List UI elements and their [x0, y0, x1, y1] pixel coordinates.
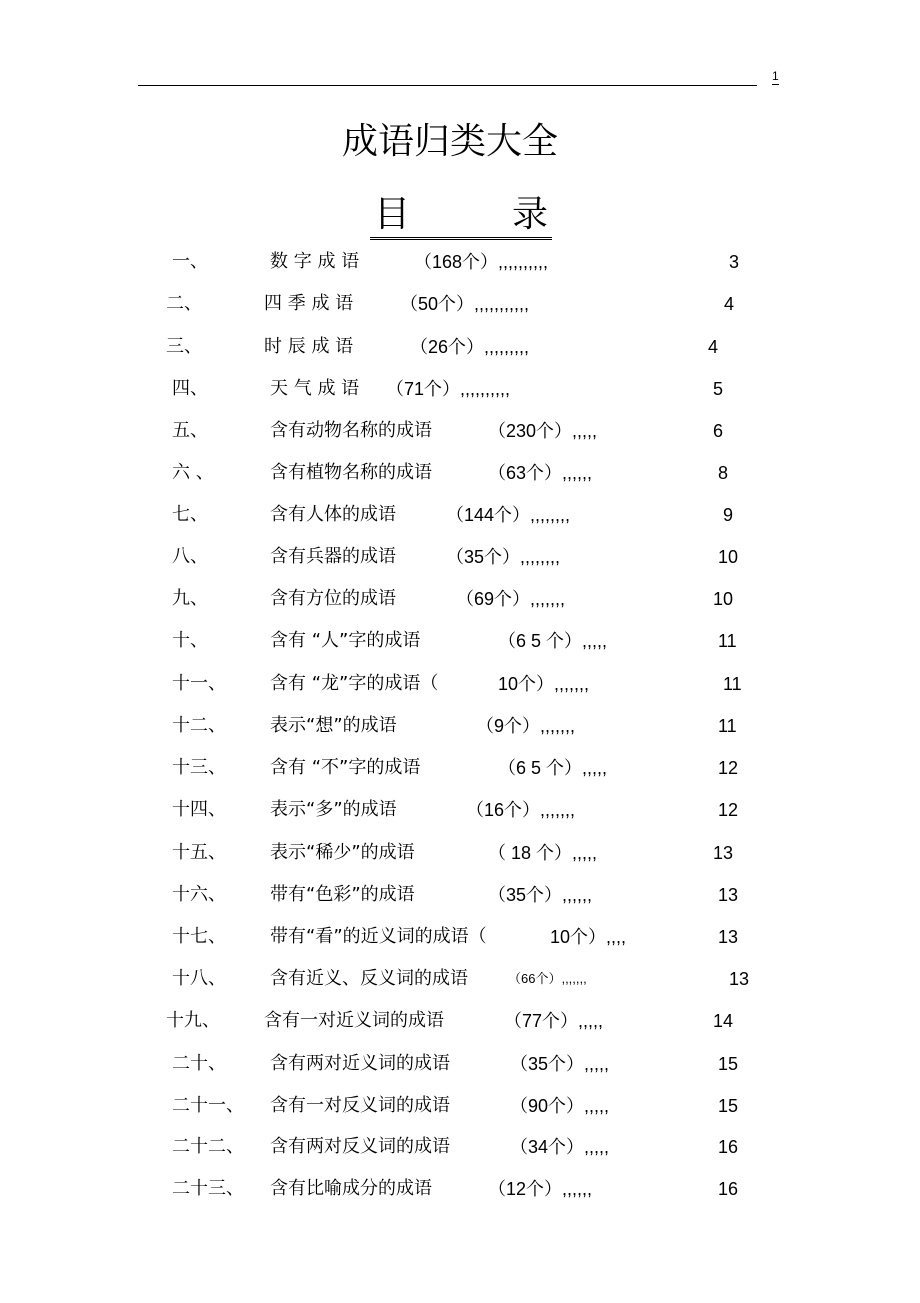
toc-entry-page: 13: [718, 927, 739, 947]
toc-entry[interactable]: [0, 753, 920, 783]
toc-entry-title: 含有两对反义词的成语: [270, 1136, 450, 1157]
toc-entry-count: （9个）,,,,,,,: [476, 716, 576, 736]
toc-entry-page: 6: [713, 421, 724, 441]
toc-entry-count: （6 5 个）,,,,,: [498, 758, 608, 778]
toc-entry-number: 二、: [166, 293, 202, 314]
toc-entry-count: （90个）,,,,,: [510, 1096, 610, 1116]
toc-entry-count: （230个）,,,,,: [488, 421, 598, 441]
header-rule: [138, 85, 757, 86]
page-number: 1: [772, 69, 779, 83]
toc-entry-page: 15: [718, 1054, 739, 1074]
toc-entry-count: （12个）,,,,,,: [488, 1179, 593, 1199]
toc-entry-page: 11: [723, 674, 742, 694]
toc-entry-page: 3: [729, 252, 740, 272]
toc-entry[interactable]: [0, 795, 920, 825]
toc-entry-number: 二十二、: [172, 1136, 244, 1157]
toc-entry-title: 含有 “龙”字的成语（: [270, 673, 439, 694]
toc-entry-page: 9: [723, 505, 734, 525]
toc-entry-title: 表示“想”的成语: [270, 715, 397, 736]
toc-entry-count: （144个）,,,,,,,,: [446, 505, 571, 525]
toc-entry-count: （66个）,,,,,,,: [508, 971, 587, 986]
toc-entry[interactable]: [0, 374, 920, 404]
toc-entry-title: 含有比喻成分的成语: [270, 1178, 432, 1199]
toc-entry-count: （35个）,,,,,,,,: [446, 547, 561, 567]
toc-entry-count: （50个）,,,,,,,,,,,: [400, 294, 530, 314]
toc-heading-char-1: 目: [374, 194, 411, 235]
toc-entry-title: 含有方位的成语: [270, 588, 396, 609]
toc-entry-count: （16个）,,,,,,,: [466, 800, 576, 820]
toc-entry-page: 11: [718, 631, 737, 651]
document-title: 成语归类大全: [341, 121, 558, 162]
toc-entry-number: 十六、: [172, 884, 226, 905]
toc-entry-number: 十五、: [172, 842, 226, 863]
toc-entry[interactable]: [0, 1049, 920, 1079]
toc-entry-page: 12: [718, 758, 739, 778]
toc-entry-number: 六 、: [172, 462, 214, 483]
toc-entry-count: （63个）,,,,,,: [488, 463, 593, 483]
toc-entry-number: 十一、: [172, 673, 226, 694]
toc-entry-number: 四、: [172, 378, 208, 399]
toc-entry[interactable]: [0, 669, 920, 699]
toc-entry[interactable]: [0, 1132, 920, 1162]
toc-entry[interactable]: [0, 626, 920, 656]
toc-entry-number: 五、: [172, 420, 208, 441]
toc-entry-title: 含有 “人”字的成语: [270, 630, 421, 651]
toc-entry-page: 10: [713, 589, 734, 609]
toc-entry-count: （77个）,,,,,: [504, 1011, 604, 1031]
toc-entry[interactable]: [0, 711, 920, 741]
toc-entry-page: 8: [718, 463, 729, 483]
toc-entry-count: （71个）,,,,,,,,,,: [386, 379, 511, 399]
toc-entry-title: 四 季 成 语: [264, 293, 354, 314]
toc-entry-title: 含有人体的成语: [270, 504, 396, 525]
toc-entry-title: 表示“多”的成语: [270, 799, 397, 820]
toc-entry-page: 12: [718, 800, 739, 820]
toc-entry[interactable]: [0, 332, 920, 362]
toc-entry-title: 表示“稀少”的成语: [270, 842, 415, 863]
toc-entry-number: 十四、: [172, 799, 226, 820]
toc-entry[interactable]: [0, 247, 920, 277]
toc-entry-page: 14: [713, 1011, 734, 1031]
toc-entry-number: 二十、: [172, 1053, 226, 1074]
toc-entry-number: 九、: [172, 588, 208, 609]
toc-entry-number: 十八、: [172, 968, 226, 989]
toc-entry-number: 八、: [172, 546, 208, 567]
toc-entry-number: 十九、: [166, 1010, 220, 1031]
toc-entry-number: 三、: [166, 336, 202, 357]
toc-entry-count: 10个）,,,,,,,: [498, 674, 590, 694]
toc-entry-number: 十三、: [172, 757, 226, 778]
toc-entry-number: 二十一、: [172, 1095, 244, 1116]
toc-entry-title: 含有 “不”字的成语: [270, 757, 421, 778]
toc-entry-count: （34个）,,,,,: [510, 1137, 610, 1157]
toc-entry-number: 十二、: [172, 715, 226, 736]
toc-entry[interactable]: [0, 500, 920, 530]
toc-entry-page: 10: [718, 547, 739, 567]
toc-entry[interactable]: [0, 542, 920, 572]
toc-entry[interactable]: [0, 584, 920, 614]
toc-entry-page: 11: [718, 716, 737, 736]
toc-entry-count: （35个）,,,,,: [510, 1054, 610, 1074]
toc-entry[interactable]: [0, 1006, 920, 1036]
toc-entry-count: （35个）,,,,,,: [488, 885, 593, 905]
toc-entry-number: 二十三、: [172, 1178, 244, 1199]
toc-entry-title: 含有植物名称的成语: [270, 462, 432, 483]
toc-entry-count: （6 5 个）,,,,,: [498, 631, 608, 651]
toc-entry-page: 13: [729, 969, 750, 989]
toc-entry-title: 含有两对近义词的成语: [270, 1053, 450, 1074]
toc-entry[interactable]: [0, 964, 920, 994]
toc-entry-count: 10个）,,,,: [550, 927, 627, 947]
toc-entry-number: 一、: [172, 251, 208, 272]
toc-entry[interactable]: [0, 1091, 920, 1121]
toc-entry[interactable]: [0, 922, 920, 952]
toc-entry-title: 含有动物名称的成语: [270, 420, 432, 441]
toc-entry-title: 含有近义、反义词的成语: [270, 968, 468, 989]
toc-entry-page: 15: [718, 1096, 739, 1116]
toc-entry-count: （ 18 个）,,,,,: [488, 843, 598, 863]
toc-entry[interactable]: [0, 880, 920, 910]
toc-entry-number: 七、: [172, 504, 208, 525]
toc-entry[interactable]: [0, 1174, 920, 1204]
toc-entry-title: 数 字 成 语: [270, 251, 360, 272]
toc-entry[interactable]: [0, 458, 920, 488]
toc-entry-title: 天 气 成 语: [270, 378, 360, 399]
toc-entry[interactable]: [0, 838, 920, 868]
toc-entry-title: 含有一对近义词的成语: [264, 1010, 444, 1031]
toc-entry-page: 13: [713, 843, 734, 863]
toc-entry-page: 5: [713, 379, 724, 399]
toc-heading-char-2: 录: [512, 194, 549, 235]
toc-entry-title: 时 辰 成 语: [264, 336, 354, 357]
toc-entry-count: （26个）,,,,,,,,,: [410, 337, 530, 357]
toc-entry-page: 16: [718, 1179, 739, 1199]
toc-entry[interactable]: [0, 289, 920, 319]
toc-entry-count: （69个）,,,,,,,: [456, 589, 566, 609]
toc-entry-title: 带有“色彩”的成语: [270, 884, 415, 905]
toc-entry-number: 十、: [172, 630, 208, 651]
toc-entry-count: （168个）,,,,,,,,,,: [414, 252, 549, 272]
toc-entry-page: 16: [718, 1137, 739, 1157]
toc-heading: [370, 193, 552, 240]
toc-entry[interactable]: [0, 416, 920, 446]
toc-entry-title: 带有“看”的近义词的成语（: [270, 926, 487, 947]
toc-entry-page: 4: [724, 294, 735, 314]
toc-entry-number: 十七、: [172, 926, 226, 947]
toc-entry-title: 含有一对反义词的成语: [270, 1095, 450, 1116]
toc-entry-page: 13: [718, 885, 739, 905]
toc-entry-title: 含有兵器的成语: [270, 546, 396, 567]
toc-entry-page: 4: [708, 337, 719, 357]
